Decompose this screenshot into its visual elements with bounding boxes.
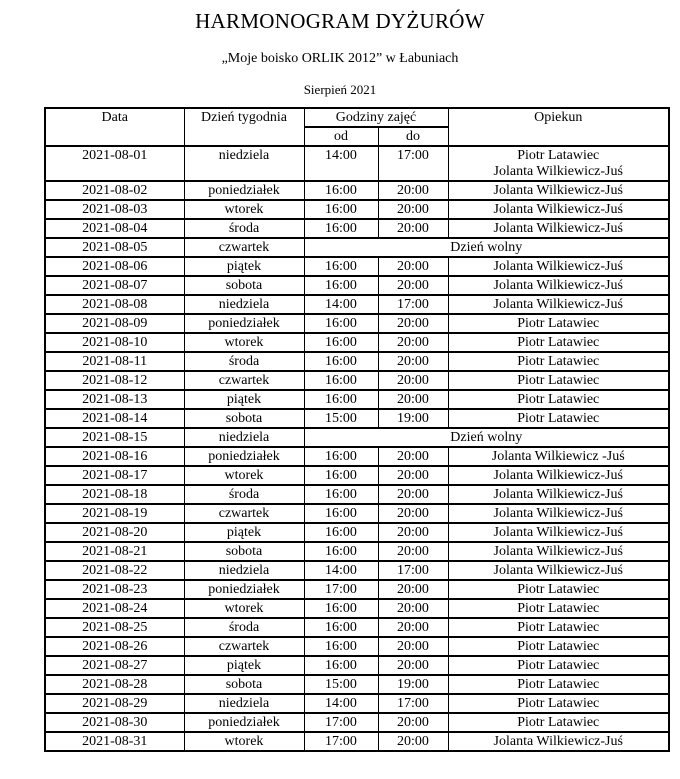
caretaker-cell: Jolanta Wilkiewicz-Juś	[448, 181, 669, 200]
to-cell: 20:00	[378, 580, 448, 599]
date-cell: 2021-08-07	[45, 276, 184, 295]
caretaker-cell: Jolanta Wilkiewicz-Juś	[448, 504, 669, 523]
from-cell: 17:00	[304, 580, 378, 599]
caretaker-cell: Piotr Latawiec	[448, 637, 669, 656]
from-cell: 16:00	[304, 371, 378, 390]
weekday-cell: wtorek	[184, 200, 304, 219]
weekday-cell: środa	[184, 352, 304, 371]
date-cell: 2021-08-10	[45, 333, 184, 352]
weekday-cell: niedziela	[184, 694, 304, 713]
page-title: HARMONOGRAM DYŻURÓW	[195, 9, 485, 33]
caretaker-cell: Piotr Latawiec	[448, 675, 669, 694]
caretaker-cell: Piotr Latawiec	[448, 580, 669, 599]
weekday-cell: piątek	[184, 257, 304, 276]
from-cell: 16:00	[304, 466, 378, 485]
date-cell: 2021-08-13	[45, 390, 184, 409]
table-row	[45, 485, 669, 504]
table-row	[45, 694, 669, 713]
caretaker-cell: Jolanta Wilkiewicz-Juś	[448, 732, 669, 751]
from-cell: 17:00	[304, 732, 378, 751]
from-cell: 16:00	[304, 314, 378, 333]
table-row	[45, 181, 669, 200]
weekday-cell: środa	[184, 219, 304, 238]
caretaker-cell: Jolanta Wilkiewicz -Juś	[448, 447, 669, 466]
weekday-cell: piątek	[184, 656, 304, 675]
from-cell: 16:00	[304, 637, 378, 656]
weekday-cell: sobota	[184, 276, 304, 295]
header-weekday: Dzień tygodnia	[184, 108, 304, 146]
weekday-cell: czwartek	[184, 504, 304, 523]
table-row	[45, 637, 669, 656]
caretaker-cell: Jolanta Wilkiewicz-Juś	[448, 542, 669, 561]
table-row	[45, 219, 669, 238]
weekday-cell: środa	[184, 618, 304, 637]
weekday-cell: wtorek	[184, 732, 304, 751]
weekday-cell: poniedziałek	[184, 181, 304, 200]
weekday-cell: wtorek	[184, 466, 304, 485]
table-row	[45, 523, 669, 542]
date-cell: 2021-08-31	[45, 732, 184, 751]
weekday-cell: niedziela	[184, 428, 304, 447]
table-row	[45, 146, 669, 181]
date-cell: 2021-08-12	[45, 371, 184, 390]
to-cell: 20:00	[378, 257, 448, 276]
caretaker-cell: Piotr Latawiec	[448, 599, 669, 618]
to-cell: 20:00	[378, 447, 448, 466]
to-cell: 20:00	[378, 371, 448, 390]
header-caretaker: Opiekun	[448, 108, 669, 146]
to-cell: 20:00	[378, 333, 448, 352]
to-cell: 19:00	[378, 675, 448, 694]
caretaker-cell: Piotr Latawiec	[448, 656, 669, 675]
caretaker-cell: Jolanta Wilkiewicz-Juś	[448, 485, 669, 504]
weekday-cell: czwartek	[184, 371, 304, 390]
caretaker-cell: Jolanta Wilkiewicz-Juś	[448, 523, 669, 542]
date-cell: 2021-08-30	[45, 713, 184, 732]
table-row	[45, 580, 669, 599]
table-row	[45, 561, 669, 580]
from-cell: 16:00	[304, 219, 378, 238]
table-row	[45, 390, 669, 409]
to-cell: 17:00	[378, 146, 448, 181]
header-to: do	[378, 127, 448, 146]
date-cell: 2021-08-16	[45, 447, 184, 466]
date-cell: 2021-08-27	[45, 656, 184, 675]
table-row	[45, 466, 669, 485]
caretaker-cell: Jolanta Wilkiewicz-Juś	[448, 466, 669, 485]
weekday-cell: piątek	[184, 523, 304, 542]
date-cell: 2021-08-20	[45, 523, 184, 542]
weekday-cell: sobota	[184, 542, 304, 561]
weekday-cell: czwartek	[184, 238, 304, 257]
header-row-main	[45, 108, 669, 127]
weekday-cell: niedziela	[184, 146, 304, 181]
header-date: Data	[45, 108, 184, 146]
caretaker-cell: Piotr Latawiec	[448, 618, 669, 637]
table-row	[45, 371, 669, 390]
caretaker-cell: Jolanta Wilkiewicz-Juś	[448, 276, 669, 295]
weekday-cell: piątek	[184, 390, 304, 409]
from-cell: 14:00	[304, 146, 378, 181]
weekday-cell: poniedziałek	[184, 314, 304, 333]
caretaker-cell: Piotr Latawiec	[448, 352, 669, 371]
caretaker-cell: Piotr Latawiec Jolanta Wilkiewicz-Juś	[448, 146, 669, 181]
from-cell: 16:00	[304, 599, 378, 618]
table-row	[45, 409, 669, 428]
weekday-cell: poniedziałek	[184, 447, 304, 466]
table-row	[45, 618, 669, 637]
from-cell: 14:00	[304, 295, 378, 314]
from-cell: 16:00	[304, 276, 378, 295]
caretaker-cell: Jolanta Wilkiewicz-Juś	[448, 219, 669, 238]
table-row	[45, 295, 669, 314]
table-row	[45, 314, 669, 333]
from-cell: 15:00	[304, 409, 378, 428]
table-row	[45, 200, 669, 219]
table-row	[45, 447, 669, 466]
to-cell: 17:00	[378, 694, 448, 713]
table-row	[45, 352, 669, 371]
table-row	[45, 276, 669, 295]
to-cell: 17:00	[378, 295, 448, 314]
to-cell: 20:00	[378, 466, 448, 485]
date-cell: 2021-08-29	[45, 694, 184, 713]
to-cell: 20:00	[378, 599, 448, 618]
date-cell: 2021-08-24	[45, 599, 184, 618]
to-cell: 20:00	[378, 637, 448, 656]
from-cell: 17:00	[304, 713, 378, 732]
schedule-header	[45, 108, 669, 146]
table-row	[45, 713, 669, 732]
table-row	[45, 656, 669, 675]
weekday-cell: środa	[184, 485, 304, 504]
table-row	[45, 542, 669, 561]
page-period: Sierpień 2021	[303, 82, 377, 97]
from-cell: 16:00	[304, 618, 378, 637]
weekday-cell: czwartek	[184, 637, 304, 656]
from-cell: 16:00	[304, 352, 378, 371]
date-cell: 2021-08-15	[45, 428, 184, 447]
date-cell: 2021-08-14	[45, 409, 184, 428]
weekday-cell: wtorek	[184, 333, 304, 352]
table-row	[45, 504, 669, 523]
to-cell: 20:00	[378, 390, 448, 409]
from-cell: 16:00	[304, 485, 378, 504]
table-row	[45, 428, 669, 447]
date-cell: 2021-08-26	[45, 637, 184, 656]
caretaker-cell: Piotr Latawiec	[448, 390, 669, 409]
from-cell: 16:00	[304, 333, 378, 352]
to-cell: 20:00	[378, 713, 448, 732]
to-cell: 20:00	[378, 200, 448, 219]
to-cell: 20:00	[378, 523, 448, 542]
from-cell: 16:00	[304, 447, 378, 466]
date-cell: 2021-08-17	[45, 466, 184, 485]
from-cell: 16:00	[304, 200, 378, 219]
date-cell: 2021-08-28	[45, 675, 184, 694]
header-hours-group: Godziny zajęć	[304, 108, 448, 127]
from-cell: 16:00	[304, 656, 378, 675]
to-cell: 20:00	[378, 219, 448, 238]
caretaker-cell: Jolanta Wilkiewicz-Juś	[448, 257, 669, 276]
to-cell: 20:00	[378, 181, 448, 200]
header-from: od	[304, 127, 378, 146]
to-cell: 20:00	[378, 618, 448, 637]
date-cell: 2021-08-22	[45, 561, 184, 580]
table-row	[45, 238, 669, 257]
day-off-cell: Dzień wolny	[304, 428, 669, 447]
document-header	[0, 0, 680, 98]
from-cell: 15:00	[304, 675, 378, 694]
from-cell: 16:00	[304, 504, 378, 523]
caretaker-cell: Jolanta Wilkiewicz-Juś	[448, 200, 669, 219]
date-cell: 2021-08-19	[45, 504, 184, 523]
to-cell: 19:00	[378, 409, 448, 428]
to-cell: 20:00	[378, 732, 448, 751]
date-cell: 2021-08-05	[45, 238, 184, 257]
to-cell: 20:00	[378, 542, 448, 561]
date-cell: 2021-08-04	[45, 219, 184, 238]
schedule-body	[45, 146, 669, 751]
table-row	[45, 599, 669, 618]
to-cell: 20:00	[378, 314, 448, 333]
caretaker-cell: Piotr Latawiec	[448, 371, 669, 390]
caretaker-cell: Piotr Latawiec	[448, 694, 669, 713]
weekday-cell: sobota	[184, 409, 304, 428]
to-cell: 20:00	[378, 485, 448, 504]
from-cell: 14:00	[304, 561, 378, 580]
date-cell: 2021-08-06	[45, 257, 184, 276]
weekday-cell: niedziela	[184, 561, 304, 580]
date-cell: 2021-08-25	[45, 618, 184, 637]
date-cell: 2021-08-08	[45, 295, 184, 314]
date-cell: 2021-08-02	[45, 181, 184, 200]
weekday-cell: poniedziałek	[184, 713, 304, 732]
day-off-cell: Dzień wolny	[304, 238, 669, 257]
date-cell: 2021-08-09	[45, 314, 184, 333]
from-cell: 16:00	[304, 257, 378, 276]
weekday-cell: niedziela	[184, 295, 304, 314]
to-cell: 20:00	[378, 352, 448, 371]
from-cell: 16:00	[304, 523, 378, 542]
from-cell: 16:00	[304, 181, 378, 200]
to-cell: 20:00	[378, 656, 448, 675]
caretaker-cell: Piotr Latawiec	[448, 409, 669, 428]
date-cell: 2021-08-18	[45, 485, 184, 504]
date-cell: 2021-08-21	[45, 542, 184, 561]
weekday-cell: sobota	[184, 675, 304, 694]
table-row	[45, 732, 669, 751]
table-row	[45, 333, 669, 352]
date-cell: 2021-08-03	[45, 200, 184, 219]
table-row	[45, 675, 669, 694]
table-row	[45, 257, 669, 276]
date-cell: 2021-08-01	[45, 146, 184, 181]
caretaker-cell: Jolanta Wilkiewicz-Juś	[448, 561, 669, 580]
page-subtitle: „Moje boisko ORLIK 2012” w Łabuniach	[221, 51, 459, 66]
schedule-table	[44, 107, 670, 752]
weekday-cell: wtorek	[184, 599, 304, 618]
weekday-cell: poniedziałek	[184, 580, 304, 599]
date-cell: 2021-08-23	[45, 580, 184, 599]
caretaker-cell: Piotr Latawiec	[448, 314, 669, 333]
to-cell: 20:00	[378, 276, 448, 295]
caretaker-cell: Piotr Latawiec	[448, 333, 669, 352]
date-cell: 2021-08-11	[45, 352, 184, 371]
from-cell: 14:00	[304, 694, 378, 713]
from-cell: 16:00	[304, 542, 378, 561]
caretaker-cell: Jolanta Wilkiewicz-Juś	[448, 295, 669, 314]
caretaker-cell: Piotr Latawiec	[448, 713, 669, 732]
from-cell: 16:00	[304, 390, 378, 409]
to-cell: 17:00	[378, 561, 448, 580]
to-cell: 20:00	[378, 504, 448, 523]
